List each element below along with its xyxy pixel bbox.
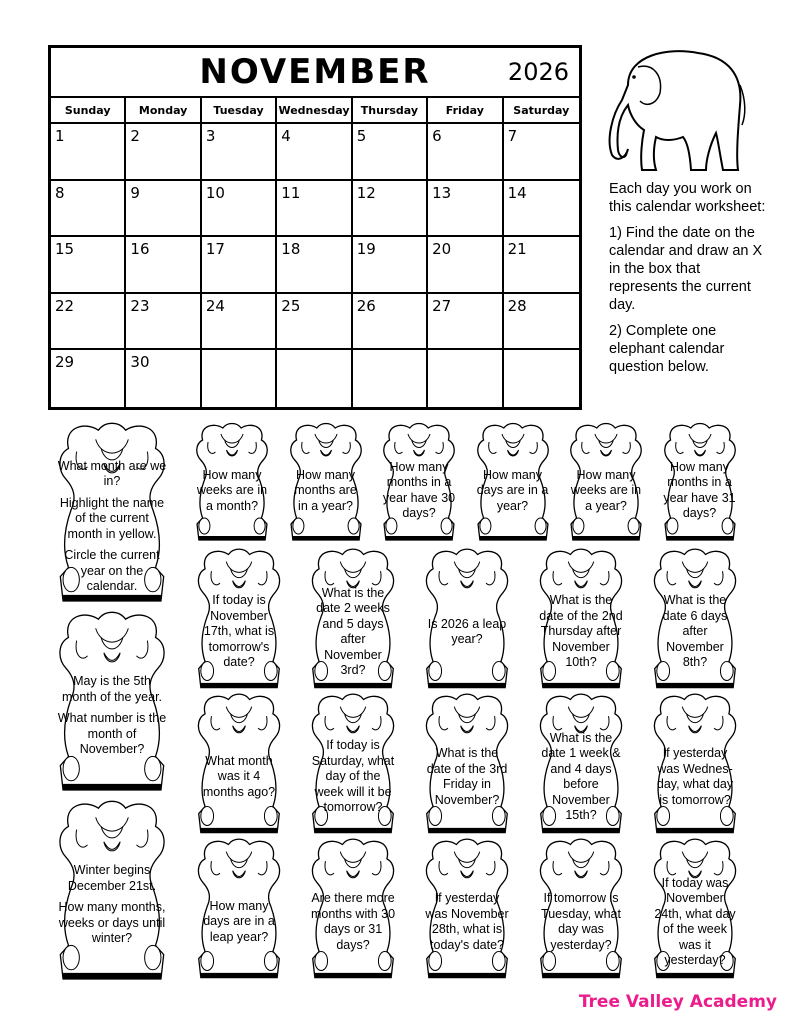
elephant-question-card — [528, 835, 634, 980]
day-cell[interactable]: 27 — [428, 294, 503, 351]
question-text — [425, 586, 510, 679]
question-text — [476, 454, 550, 527]
weekday-header: Wednesday — [277, 98, 352, 124]
elephant-question-card — [186, 835, 292, 980]
day-cell[interactable]: 4 — [277, 124, 352, 181]
calendar-header — [51, 48, 579, 98]
month-title: NOVEMBER — [199, 52, 431, 92]
elephant-question-card — [186, 690, 292, 835]
day-cell[interactable]: 2 — [126, 124, 201, 181]
day-cell[interactable]: 20 — [428, 237, 503, 294]
question-line: How many months in a year have 30 days? — [382, 459, 456, 521]
elephant-question-card — [44, 418, 180, 604]
day-cell[interactable]: 22 — [51, 294, 126, 351]
day-cell[interactable]: 13 — [428, 181, 503, 238]
question-line: How many months in a year have 31 days? — [663, 459, 736, 521]
day-cell[interactable]: 3 — [202, 124, 277, 181]
day-cell[interactable]: 30 — [126, 350, 201, 407]
instructions — [609, 180, 769, 384]
question-text — [539, 586, 624, 679]
question-text — [58, 661, 167, 771]
day-cell[interactable]: 6 — [428, 124, 503, 181]
day-cell[interactable] — [428, 350, 503, 407]
day-cell[interactable] — [202, 350, 277, 407]
elephant-question-card — [642, 690, 748, 835]
question-line: If today was November 24th, what day of the week was it yesterday? — [654, 875, 736, 967]
elephant-illustration — [598, 45, 748, 175]
elephant-question-card — [186, 420, 278, 542]
question-line: If tomorrow is Tuesday, what day was yesterday? — [541, 891, 621, 952]
question-text — [311, 876, 396, 969]
elephant-question-card — [186, 545, 292, 690]
question-line: What is the date of the 2nd Thursday after November 10th? — [539, 593, 623, 670]
day-cell[interactable]: 11 — [277, 181, 352, 238]
day-cell[interactable]: 9 — [126, 181, 201, 238]
elephant-question-card — [373, 420, 465, 542]
day-cell[interactable]: 12 — [353, 181, 428, 238]
question-text — [311, 586, 396, 679]
question-line: What month are we in? — [57, 458, 167, 489]
instruction-step-1: 1) Find the date on the calendar and draw an X in the box that represents the current day. — [609, 225, 763, 313]
question-line: How many weeks are in a year? — [570, 467, 642, 513]
question-text — [197, 586, 282, 679]
day-cell[interactable]: 19 — [353, 237, 428, 294]
elephant-question-card — [528, 545, 634, 690]
day-cell[interactable]: 29 — [51, 350, 126, 407]
day-cell[interactable]: 21 — [504, 237, 579, 294]
day-cell[interactable] — [353, 350, 428, 407]
question-text — [569, 454, 643, 527]
question-line: How many months are in a year? — [294, 467, 357, 513]
question-text — [197, 731, 282, 824]
question-text — [539, 731, 624, 824]
question-line: What is the date 2 weeks and 5 days after November 3rd? — [316, 585, 390, 677]
day-cell[interactable]: 28 — [504, 294, 579, 351]
question-line: How many months, weeks or days until winter? — [58, 900, 166, 946]
day-cell[interactable]: 1 — [51, 124, 126, 181]
elephant-question-card — [528, 690, 634, 835]
question-text — [663, 454, 737, 527]
question-line: What is the date 1 week & and 4 days before November 15th? — [541, 730, 621, 822]
question-line: Winter begins December 21st. — [67, 863, 157, 893]
question-text — [653, 586, 738, 679]
day-cell[interactable] — [277, 350, 352, 407]
elephant-question-card — [44, 607, 180, 793]
question-text — [425, 876, 510, 969]
day-cell[interactable]: 8 — [51, 181, 126, 238]
elephant-question-card — [300, 545, 406, 690]
question-text — [425, 731, 510, 824]
elephant-question-card — [44, 796, 180, 982]
question-line: Are there more months with 30 days or 31 days? — [310, 891, 396, 952]
question-line: Highlight the name of the current month in yellow. — [59, 495, 165, 541]
weekday-header: Tuesday — [202, 98, 277, 124]
elephant-question-card — [654, 420, 746, 542]
day-cell[interactable]: 14 — [504, 181, 579, 238]
day-cell[interactable] — [504, 350, 579, 407]
elephant-question-card — [642, 835, 748, 980]
instruction-intro: Each day you work on this calendar worksheet: — [609, 181, 766, 215]
question-text — [289, 454, 363, 527]
day-cell[interactable]: 26 — [353, 294, 428, 351]
elephant-question-card — [300, 690, 406, 835]
calendar-grid — [51, 98, 579, 407]
day-cell[interactable]: 17 — [202, 237, 277, 294]
day-cell[interactable]: 15 — [51, 237, 126, 294]
weekday-header: Monday — [126, 98, 201, 124]
question-text — [57, 458, 167, 594]
question-line: Is 2026 a leap year? — [427, 616, 507, 646]
question-text — [311, 731, 396, 824]
question-line: Circle the current year on the calendar. — [64, 548, 160, 594]
question-line: If today is Saturday, what day of the week will it be tomorrow? — [311, 738, 395, 815]
day-cell[interactable]: 7 — [504, 124, 579, 181]
day-cell[interactable]: 25 — [277, 294, 352, 351]
question-line: What month was it 4 months ago? — [202, 753, 276, 799]
question-line: May is the 5th month of the year. — [61, 674, 163, 704]
question-line: If yesterday was November 28th, what is today's date? — [425, 891, 509, 952]
question-text — [653, 731, 738, 824]
question-line: If yesterday was Wednes-day, what day is tomorrow? — [656, 746, 734, 807]
question-text — [58, 850, 167, 960]
weekday-header: Sunday — [51, 98, 126, 124]
question-line: What is the date of the 3rd Friday in November? — [426, 746, 508, 807]
elephant-question-card — [560, 420, 652, 542]
question-line: How many weeks are in a month? — [196, 467, 268, 513]
elephant-question-card — [467, 420, 559, 542]
question-line: What number is the month of November? — [57, 711, 167, 757]
question-text — [653, 876, 738, 969]
question-line: How many days are in a year? — [476, 467, 549, 513]
elephant-question-card — [414, 835, 520, 980]
weekday-header: Saturday — [504, 98, 579, 124]
question-text — [197, 876, 282, 969]
year-label: 2026 — [507, 58, 569, 86]
question-text — [195, 454, 269, 527]
question-text — [382, 454, 456, 527]
weekday-header: Friday — [428, 98, 503, 124]
day-cell[interactable]: 10 — [202, 181, 277, 238]
day-cell[interactable]: 18 — [277, 237, 352, 294]
day-cell[interactable]: 23 — [126, 294, 201, 351]
question-text — [539, 876, 624, 969]
brand-footer: Tree Valley Academy — [578, 992, 777, 1012]
elephant-question-card — [280, 420, 372, 542]
day-cell[interactable]: 16 — [126, 237, 201, 294]
elephant-question-card — [414, 545, 520, 690]
question-line: If today is November 17th, what is tomorrow's date? — [203, 593, 275, 670]
instruction-step-2: 2) Complete one elephant calendar question below. — [609, 323, 725, 375]
day-cell[interactable]: 24 — [202, 294, 277, 351]
calendar — [48, 45, 582, 410]
weekday-header: Thursday — [353, 98, 428, 124]
elephant-question-card — [414, 690, 520, 835]
day-cell[interactable]: 5 — [353, 124, 428, 181]
elephant-question-card — [300, 835, 406, 980]
question-line: How many days are in a leap year? — [203, 898, 275, 944]
elephant-question-card — [642, 545, 748, 690]
question-line: What is the date 6 days after November 8th? — [662, 593, 728, 670]
